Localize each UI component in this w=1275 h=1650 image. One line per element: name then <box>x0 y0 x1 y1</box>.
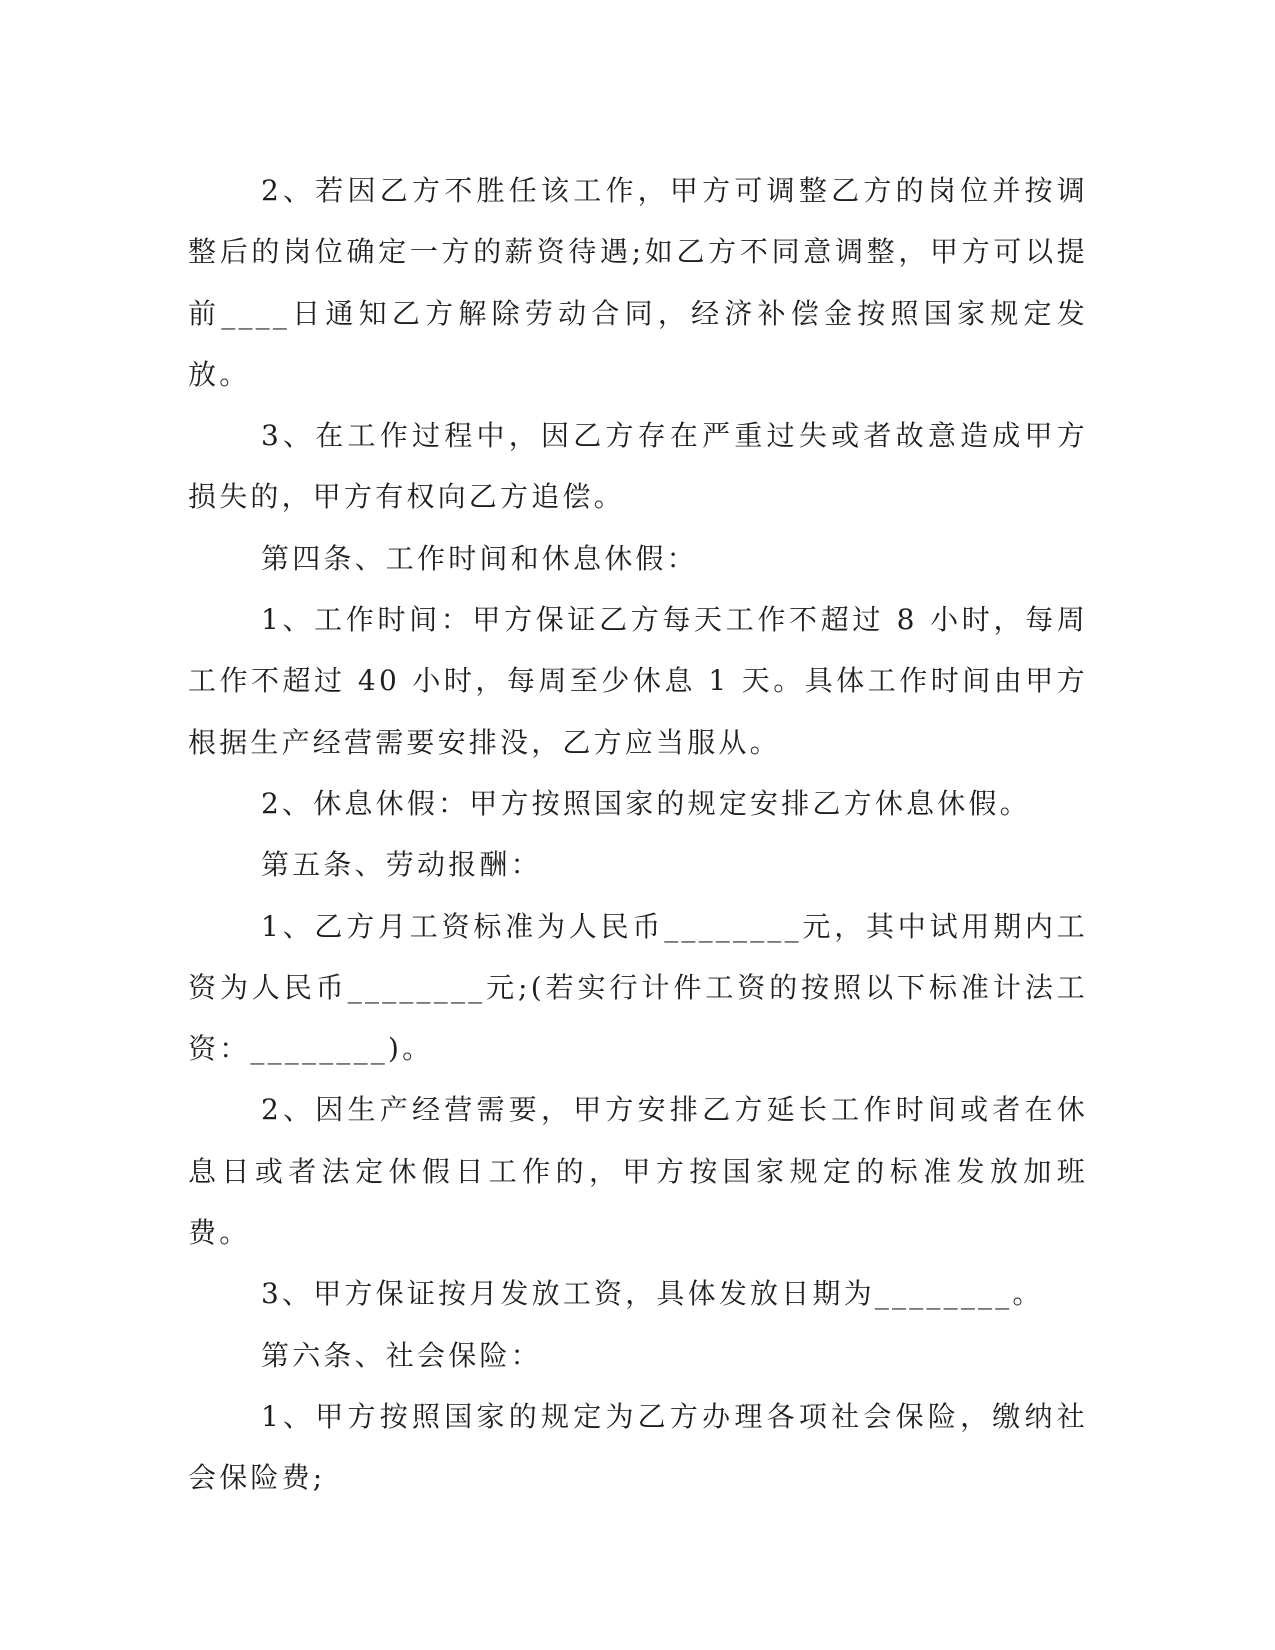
paragraph-clause-3-item-2: 2、若因乙方不胜任该工作，甲方可调整乙方的岗位并按调整后的岗位确定一方的薪资待遇;如乙方不同意调整，甲方可以提前____日通知乙方解除劳动合同，经济补偿金按照国家规定发放。 <box>188 174 1088 391</box>
document-page <box>188 160 1088 1509</box>
heading-article-4: 第四条、工作时间和休息休假： <box>261 541 698 575</box>
paragraph-social-insurance: 1、甲方按照国家的规定为乙方办理各项社会保险，缴纳社会保险费; <box>188 1399 1088 1495</box>
paragraph-overtime-pay: 2、因生产经营需要，甲方安排乙方延长工作时间或者在休息日或者法定休假日工作的，甲方按国家规定的标准发放加班费。 <box>188 1093 1088 1250</box>
paragraph-working-hours: 1、工作时间：甲方保证乙方每天工作不超过 8 小时，每周工作不超过 40 小时，每周至少休息 1 天。具体工作时间由甲方根据生产经营需要安排没，乙方应当服从。 <box>188 603 1088 759</box>
paragraph-clause-3-item-3: 3、在工作过程中，因乙方存在严重过失或者故意造成甲方损失的，甲方有权向乙方追偿。 <box>188 419 1088 514</box>
heading-article-5: 第五条、劳动报酬： <box>261 848 542 882</box>
heading-article-6: 第六条、社会保险： <box>261 1338 542 1372</box>
paragraph-rest-leave: 2、休息休假：甲方按照国家的规定安排乙方休息休假。 <box>261 786 1031 820</box>
paragraph-salary-standard: 1、乙方月工资标准为人民币________元，其中试用期内工资为人民币________元;(若实行计件工资的按照以下标准计法工资：________)。 <box>188 909 1088 1066</box>
paragraph-pay-date: 3、甲方保证按月发放工资，具体发放日期为________。 <box>261 1277 1044 1311</box>
